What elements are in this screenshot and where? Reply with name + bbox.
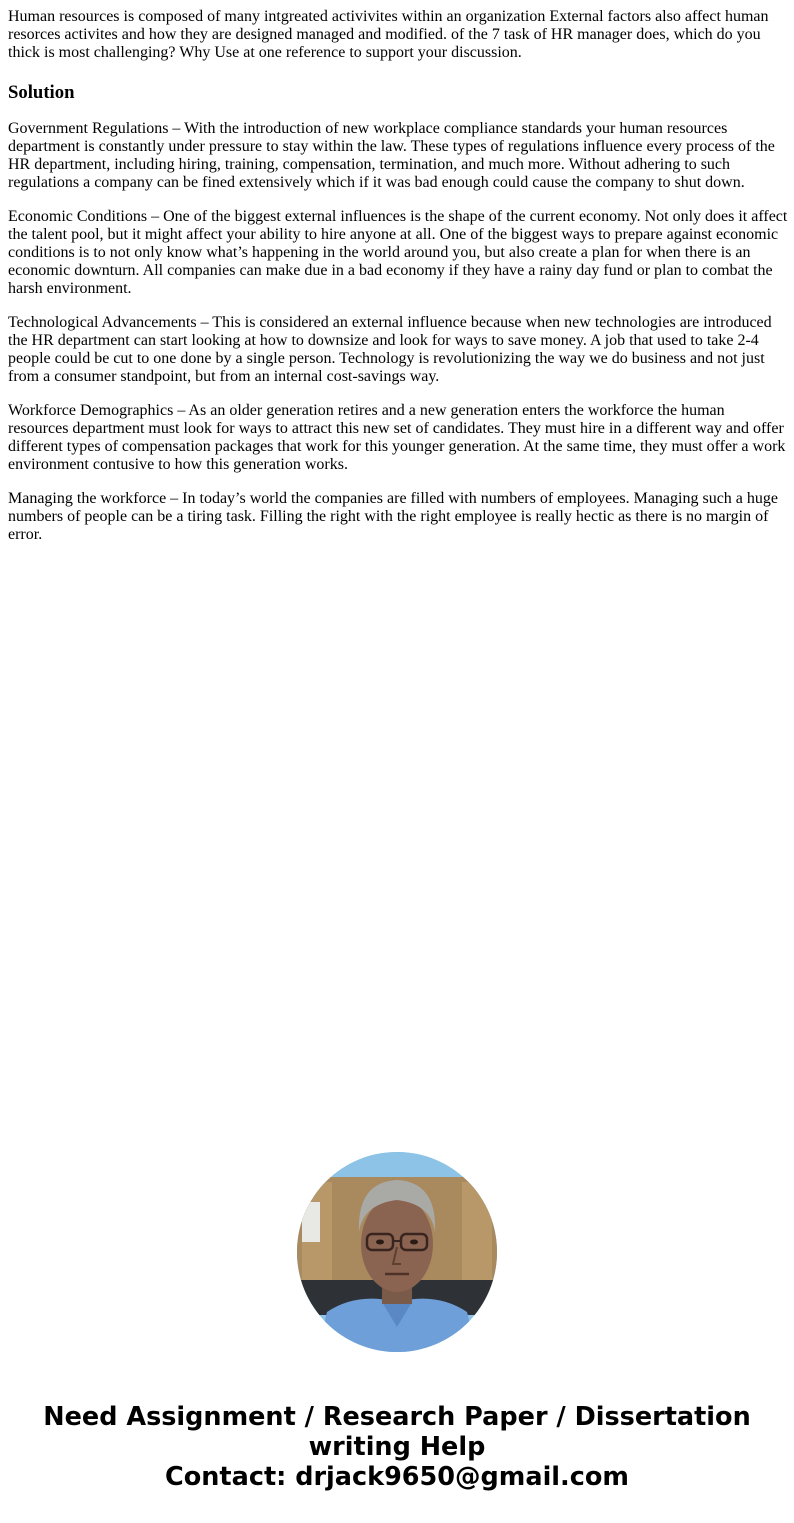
solution-heading: Solution [8, 82, 75, 103]
question-text: Human resources is composed of many intgreated activivites within an organization External factors also affect human resorces activites and how they are designed managed and modified. of the 7 task of HR manager does, which do you thick is most challenging? Why Use at one reference to support your discussion. [8, 8, 769, 61]
promo-section [0, 1152, 794, 1492]
avatar [297, 1152, 497, 1352]
paragraph-technological-advancements: Technological Advancements – This is considered an external influence because when new technologies are introduced the HR department can start looking at how to downsize and look for ways to save money. A job that used to take 2-4 people could be cut to one done by a single person. Technology is revolutionizing the way we do business and not just from a consumer standpoint, but from an internal cost-savings way. [8, 314, 772, 385]
paragraph-managing-workforce: Managing the workforce – In today’s world the companies are filled with numbers of employees. Managing such a huge numbers of people can be a tiring task. Filling the right with the right employee is really hectic as there is no margin of error. [8, 490, 779, 543]
promo-line-1: Need Assignment / Research Paper / Dissertation [43, 1402, 751, 1432]
paragraph-government-regulations: Government Regulations – With the introduction of new workplace compliance standards your human resources department is constantly under pressure to stay within the law. These types of regulations influence every process of the HR department, including hiring, training, compensation, termination, and much more. Without adhering to such regulations a company can be fined extensively which if it was bad enough could cause the company to shut down. [8, 120, 775, 191]
promo-contact: Contact: drjack9650@gmail.com [165, 1462, 629, 1492]
promo-line-2: writing Help [308, 1432, 486, 1462]
paragraph-workforce-demographics: Workforce Demographics – As an older generation retires and a new generation enters the workforce the human resources department must look for ways to attract this new set of candidates. They must hire in a different way and offer different types of compensation packages that work for this younger generation. At the same time, they must offer a work environment contusive to how this generation works. [8, 402, 786, 473]
portrait-photo-icon [297, 1152, 497, 1352]
document-body [8, 8, 788, 544]
paragraph-economic-conditions: Economic Conditions – One of the biggest external influences is the shape of the current economy. Not only does it affect the talent pool, but it might affect your ability to hire anyone at all. One of the biggest ways to prepare against economic conditions is to not only know what’s happening in the world around you, but also create a plan for when there is an economic downturn. All companies can make due in a bad economy if they have a rainy day fund or plan to combat the harsh environment. [8, 208, 788, 297]
promo-text [0, 1402, 794, 1492]
